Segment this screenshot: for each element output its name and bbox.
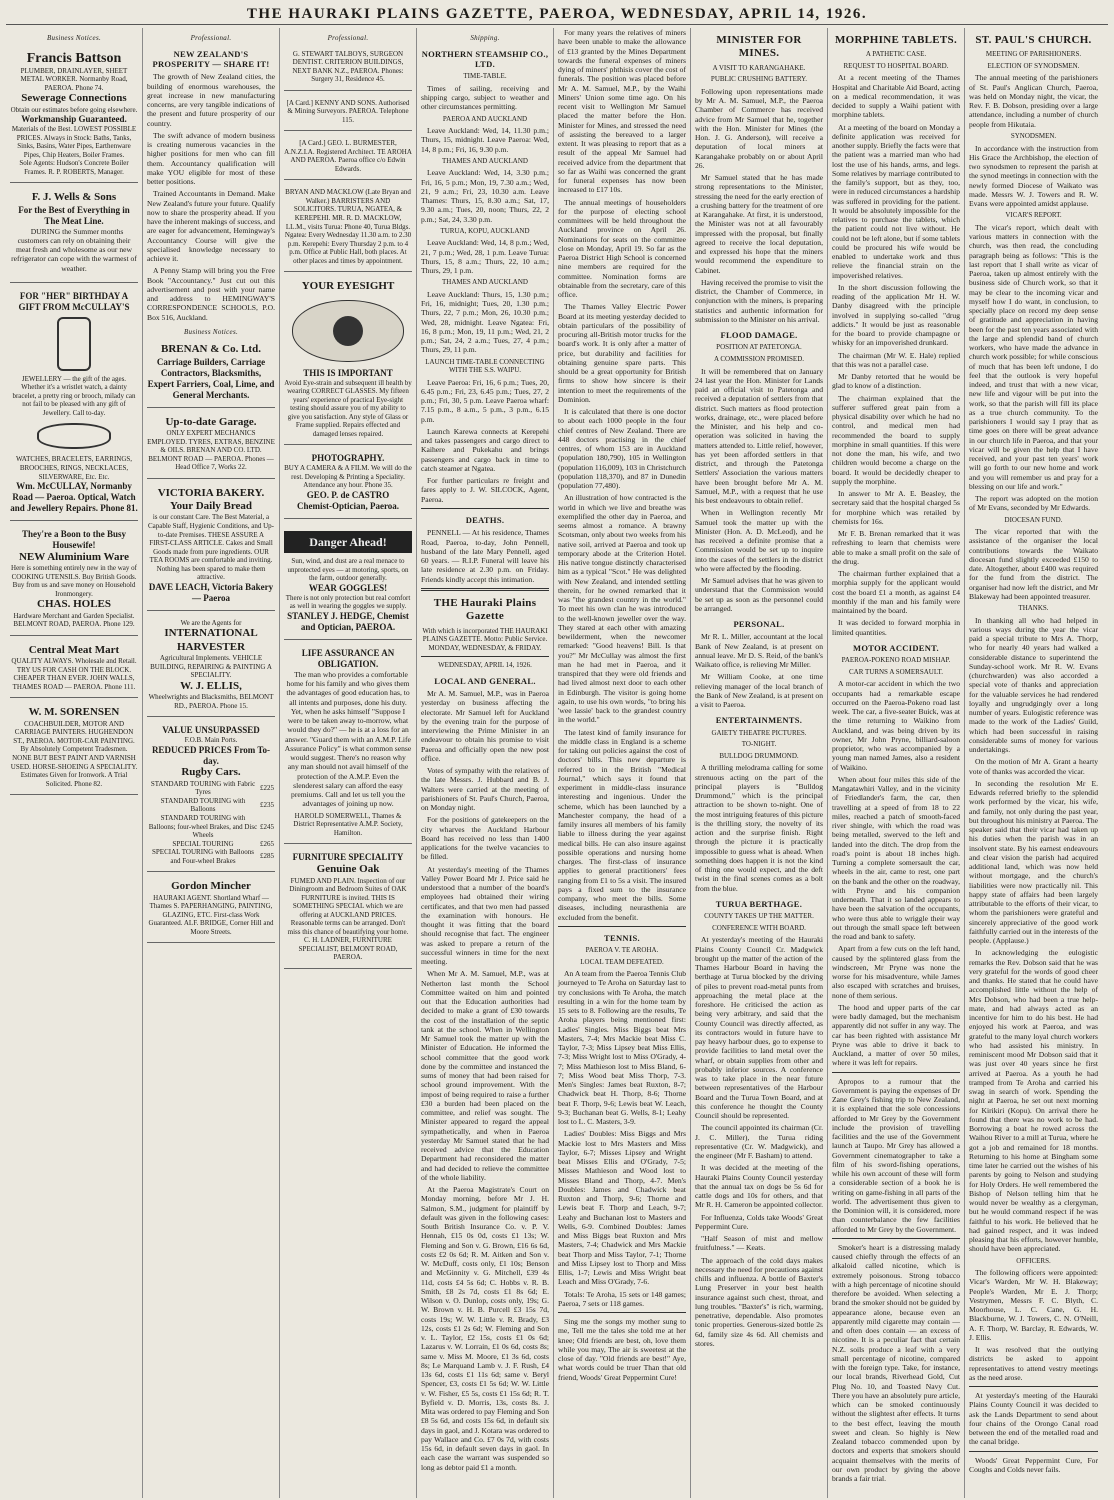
ad-title: GEO. P. de CASTRO — [306, 489, 390, 500]
article-paragraph: When in Wellington recently Mr Samuel took the matter up with the Minister (Hon. A. D. McLeod), and he has received a definite promise that a Commission would be set up to inquire into the cases of the settlers in the district who were affected by the flooding. — [695, 508, 823, 573]
ad-text: Avoid Eye-strain and subsequent ill health by wearing CORRECT GLASSES. My fifteen years' experience of practical Eye-sight testing should assure you of my ability to give you satisfaction. Any style of Glass or Frame supplied. Repairs effected and damaged lenses repaired. — [284, 378, 412, 438]
article-paragraph: Mr Samuel stated that he has made strong representations to the Minister, stressing the need for the early erection of a crushing battery for the treatment of ore at Karangahake. At first, it is understood, the Minister was not at all favourably impressed with the proposal, but finally agreed to receive the local deputation, and expressed his hope that the miners would recommend the expenditure to Cabinet. — [695, 173, 823, 275]
article-paragraph: The chairman (Mr W. E. Hale) replied that this was not a parallel case. — [832, 350, 960, 369]
ad-text: Wheelwrights and Blacksmiths, BELMONT RD., PAEROA. Phone 15. — [148, 692, 274, 710]
article-subheading: VICAR'S REPORT. — [1005, 211, 1062, 220]
article-headline: MINISTER FOR MINES. — [716, 34, 802, 60]
column-7 — [828, 28, 965, 1498]
ad-text: BUY A CAMERA & A FILM. We will do the rest. Developing & Printing a Speciality. Attendance any hour. Phone 35. — [284, 464, 412, 490]
price-label: STANDARD TOURING with Balloons; four-wheel Brakes, and Disc Wheels — [148, 814, 258, 840]
article-headline: MORPHINE TABLETS. — [834, 34, 958, 46]
divider — [421, 656, 549, 657]
article-paragraph: Following upon representations made by Mr A. M. Samuel, M.P., the Paeroa Chamber of Commerce has received advice from Mr Samuel that he, together with the Hon. Minister for Mines (the Hon. J. G. Anderson), will receive a deputation of local miners at Karangahake probably on or about April 26. — [695, 86, 823, 170]
article-paragraph: The annual meetings of householders for the purpose of electing school committees will be held throughout the Auckland province on April 26. Nominations for seats on the committee close on Monday, April 19. So far as the Paeroa District High School is concerned nine members are required for the committee. Nomination forms are obtainable from the secretary, care of this office. — [558, 197, 686, 299]
ad-title: BRENAN & Co. Ltd. — [161, 343, 261, 356]
divider — [969, 1451, 1098, 1452]
article-subheading: A PATHETIC CASE. — [865, 50, 927, 59]
article-subheading: MEETING OF PARISHIONERS. — [985, 50, 1082, 59]
divider — [558, 926, 686, 927]
dateline: WEDNESDAY, APRIL 14, 1926. — [438, 661, 532, 670]
article-subheading: COUNTY TAKES UP THE MATTER. — [704, 912, 814, 921]
price-label: STANDARD TOURING with Balloons — [160, 796, 246, 814]
ad-bryan-macklow — [284, 184, 412, 272]
ad-kenny — [284, 95, 412, 132]
article-paragraph: Launch Karewa connects at Kerepehi and takes passengers and cargo direct to Kaihere and Pukekahu and brings passengers and cargo back in time to catch steamer at Ngatea. — [421, 426, 549, 473]
ad-text: [A Card.] GEO. L. BURMESTER, A.N.Z.I.A. Registered Architect. TE AROHA AND PAEROA. Paeroa office c/o Edwin Edwards. — [284, 139, 412, 173]
column-5 — [554, 28, 691, 1498]
ad-goggles — [284, 523, 412, 640]
article-paragraph: Woods' Great Peppermint Cure, For Coughs and Colds never fails. — [969, 1455, 1098, 1474]
divider — [832, 1238, 960, 1239]
ad-text: WATCHES, BRACELETS, EARRINGS, BROOCHES, RINGS, NECKLACES, SILVERWARE, Etc. Etc. — [15, 455, 133, 481]
article-subheading: DIOCESAN FUND. — [1004, 515, 1063, 524]
article-paragraph: A thrilling melodrama calling for some strenuous acting on the part of the principal players is "Bulldog Drummond," which is the principal attraction to be shown to-night. One of the most intriguing features of this picture is the thrilling story, the novelty of its action and the surprise finish. Right through the picture it is practically impossible to guess what is ahead. When something does happen it is not the kind of thing one would expect, and the deft twist in the final scenes comes as a bolt from the blue. — [695, 763, 823, 893]
ad-text: [A Card.] KENNY AND SONS. Authorised & Mining Surveyors. PAEROA. Telephone 115. — [286, 98, 410, 124]
ad-title: LIFE ASSURANCE AN OBLIGATION. — [301, 647, 395, 669]
ad-title: Danger Ahead! — [284, 531, 412, 554]
article-paragraph: Apropos to a rumour that the Government is paying the expenses of Dr Zane Grey's fishing trip to New Zealand, it is explained that the sole concessions afforded to Mr Grey by the Government include the provision of travelling facilities and the use of the Government launch at Taupo. Mr Grey has allowed a Government cinematographer to take a film of his sword-fishing operations, while his own account of these will form a considerable section of a book he is writing on game-fishing in all parts of the world. The advertisement thus given to the Dominion will, it is considered, more than counterbalance the few facilities afforded to Mr Grey by the Government. — [832, 1076, 960, 1234]
timetable-text: Leave Auckland: Thurs, 15, 1.30 p.m.; Fri, 16, midnight; Tues, 20, 1.30 p.m.; Thurs, 22, 7 p.m.; Mon, 26, 10.30 p.m.; Wed, 28, midnight. Leave Ngatea: Fri, 16, 8 p.m.; Mon, 19, 11 p.m.; Wed, 21, 2 p.m.; Sat, 24, 2 a.m.; Tues, 27, 4 p.m.; Thurs, 29, 11 p.m. — [421, 289, 549, 355]
column-1 — [6, 28, 143, 1498]
ad-title: WEAR GOGGLES! — [308, 582, 388, 593]
divider — [832, 1072, 960, 1073]
price-value: £265 — [260, 839, 274, 848]
article-paragraph: The chairman explained that the sufferer suffered great pain from a physical disability over which he had no control, and medical men had recommended the board to supply morphine in small quantities. If this were not done the man, his wife, and two children would become a charge on the board. It would be decidedly cheaper to supply the morphine. — [832, 393, 960, 486]
section-heading: Business Notices. — [46, 34, 102, 42]
ad-text: F.O.B. Main Ports. — [184, 736, 238, 744]
article-headline: TENNIS. — [604, 932, 640, 943]
article-paragraph: Apart from a few cuts on the left hand, caused by the splintered glass from the windscreen, Mr Pryne was none the worse for his misadventure, while James also escaped with scratches and bruises, none of them serious. — [832, 944, 960, 1000]
article-headline: MOTOR ACCIDENT. — [853, 642, 939, 653]
article-paragraph: It was resolved that the outlying districts be asked to appoint representatives to attend vestry meetings as the need arose. — [969, 1345, 1098, 1382]
article-subheading: BULLDOG DRUMMOND. — [719, 751, 799, 760]
ad-text: We are the Agents for — [180, 618, 242, 627]
article-paragraph: In acknowledging the eulogistic remarks the Rev. Dobson said that he was very grateful for the words of good cheer and thanks. He stated that he could have accomplished little without the help of Mrs Dobson, who had been a true help-mate, and had always acted as an incentive for him to do his best. He had enjoyed his work at Paeroa, and was grateful to the many loyal church workers who had assisted his ministry. In reminiscent mood Mr Dobson said that it was just over 40 years since he first arrived at Paeroa. As a youth he had tramped from Te Aroha and carried his swag in search of work. Spending the night at Paeroa, he set out next morning for Kirikiri (Kopu). On arrival there he found that there was no work to be had. Borrowing a boat he rowed across the Waihou River to a mill at Turua, where he got a job and remained for 18 months. Returning to his home at Bingham some time later he carried out the wishes of his parents by going to Nelson and studying for Holy Orders. He well remembered the Bishop of Nelson telling him that he would never be wealthy as a clergyman, but he would command respect if he was faithful to his work. He believed that he had gained respect, and it was indeed pleasing that his efforts, however humble, should have been appreciated. — [969, 948, 1098, 1254]
ad-title: VICTORIA BAKERY. — [157, 486, 265, 499]
eye-illustration — [292, 300, 404, 362]
ad-text: Materials of the Best. LOWEST POSSIBLE PRICES. Always in Stock: Baths, Tanks, Sinks, Basins, Water Pipes, Earthenware Pipes, Chip Heaters, Boiler Frames. — [11, 125, 137, 159]
masthead: THE HAURAKI PLAINS GAZETTE, PAEROA, WEDNESDAY, APRIL 14, 1926. — [6, 4, 1108, 25]
price-row — [147, 780, 275, 797]
advert-verse: Sing me the songs my mother sung to me, Tell me the tales she told me at her knee; Old friends are best, oh, love them while you may, The air is sweetest at the close of day. "Old friends are best!" Aye, what words could be truer Than that old friend, Woods' Great Peppermint Cure! — [558, 1317, 686, 1382]
article-paragraph: In answer to Mr A. E. Beasley, the secretary said that the hospital charged 5s for morphine which was retailed by chemists for 16s. — [832, 489, 960, 526]
ad-text: JEWELLERY — the gift of the ages. Whether it's a wristlet watch, a dainty bracelet, a pretty ring or brooch, milady can not fail to be pleased with any gift of Jewellery. Call to-day. — [12, 374, 136, 417]
ad-talboys — [284, 46, 412, 91]
ad-text: Here is something entirely new in the way of COOKING UTENSILS. Buy British Goods. Buy from us and save money on Household Ironmongery. — [11, 564, 137, 598]
ad-title: Genuine Oak — [316, 863, 380, 876]
timetable-text: Leave Paeroa: Fri, 16, 6 p.m.; Tues, 20, 6.45 p.m.; Fri, 23, 6.45 p.m.; Tues, 27, 2 p.m.; Fri, 30, 5 p.m. Leave Paeroa wharf: 7.15 p.m., 8 a.m., 5 p.m., 3 p.m., 6.15 p.m. — [421, 377, 549, 424]
article-paragraph: Votes of sympathy with the relatives of the late Messrs. J. Hubbard and B. J. Walters were carried at the meeting of parishioners of St. Paul's Church, Paeroa, on Monday night. — [421, 766, 549, 813]
ad-text: Carriage Builders, Carriage Contractors, Blacksmiths, Expert Farriers, Coal, Lime, and General Merchants. — [147, 356, 275, 400]
ad-text: is our constant Care. The Best Material, a Capable Staff, Hygienic Conditions, and Up-to-date Premises. THESE ASSURE A FIRST-CLASS ARTICLE. Cakes and Small Goods made from pure ingredients. OUR TEA ROOMS are comfortable and inviting. Nothing has been spared to make them attractive. — [147, 513, 275, 582]
ad-text: The man who provides a comfortable home for his family and who gives them the advantages of good education has, to all intents and purposes, done his duty. Yet, when he asks himself "Suppose I were to be taken away to-morrow, what would they do?" — he is at a loss for an answer. "Guard them with an A.M.P. Life Assurance Policy" is what common sense would suggest. There's no reason why any man should not avail himself of the protection of the A.M.P. Even the slenderest salary can afford the easy premiums. Call and let us tell you the advantages of joining up now. — [284, 669, 412, 809]
route-heading: THAMES AND AUCKLAND — [442, 278, 528, 287]
article-headline: ENTERTAINMENTS. — [715, 715, 803, 726]
article-paragraph: PENNELL — At his residence, Thames Road, Paeroa, to-day, John Pennell, husband of the late Mary Pennell, aged 60 years. — R.I.P. Funeral will leave his late residence at 2.30 p.m. on Friday. Friends kindly accept this intimation. — [421, 528, 549, 584]
article-paragraph: The chairman further explained that a morphia supply for the applicant would cost the board £1 a month, as against £4 monthly if the man and his family were maintained by the board. — [832, 569, 960, 616]
ad-meat-mart — [10, 640, 138, 699]
ad-text: FUMED AND PLAIN. Inspection of our Diningroom and Bedroom Suites of OAK FURNITURE is invited. THIS IS SOMETHING SPECIAL which we are offering at AUCKLAND PRICES. Reasonable terms can be arranged. Don't miss this chance of beautifying your home. — [287, 876, 409, 936]
article-subheading: OFFICERS. — [1016, 1256, 1051, 1265]
article-paragraph: The hood and upper parts of the car were badly damaged, but the mechanism apparently did not suffer in any way. The car has been righted with assistance Mr Pryne was able to drive it back to Auckland, a matter of over 50 miles, where it was left for repairs. — [832, 1002, 960, 1068]
ad-text: C. H. LADNER, FURNITURE SPECIALIST, BELMONT ROAD, PAEROA. — [298, 936, 398, 962]
ad-photography — [284, 449, 412, 519]
section-heading: Business Notices. — [183, 327, 239, 336]
article-paragraph: The report was adopted on the motion of Mr Evans, seconded by Mr Edwards. — [969, 494, 1098, 513]
article-paragraph: Mr A. M. Samuel, M.P., was in Paeroa yesterday on business affecting the electorate. Mr Samuel left for Auckland by the evening train for the purpose of interviewing the Prime Minister in an endeavour to obtain his promise to visit Paeroa and officially open the new post office. — [421, 689, 549, 763]
column-2 — [143, 28, 280, 1498]
ad-text: Chemist-Optician, Paeroa. — [296, 500, 400, 511]
ad-text: QUALITY ALWAYS. Wholesale and Retail. TRY US FOR CASH ON THE BLOCK. CHEAPER THAN EVER. JOHN WALLS, THAMES ROAD — PAEROA. Phone 111. — [11, 657, 137, 691]
ad-text: Hardware Merchant and Garden Specialist. BELMONT ROAD, PAEROA. Phone 129. — [13, 611, 135, 629]
article-paragraph: The approach of the cold days makes necessary the need for precautions against chills and influenza. A bottle of Baxter's Lung Preserver in your best health insurance against such chest, throat, and lung troubles. "Baxter's" is rich, warming, penetrative, dependable. Also promotes tonic properties. Generous-sized bottle 2s 6d, family size 4s 6d. All chemists and stores. — [695, 1255, 823, 1348]
article-paragraph: Mr F. B. Brenan remarked that it was refreshing to learn that chemists were able to make a small profit on the sale of the drug. — [832, 529, 960, 566]
route-heading: LAUNCH TIME-TABLE CONNECTING WITH THE S.S. WAIPU. — [425, 357, 545, 375]
divider — [421, 588, 549, 591]
price-value: £285 — [260, 852, 274, 861]
ad-furniture — [284, 848, 412, 969]
price-label: SPECIAL TOURING — [172, 839, 234, 848]
article-paragraph: In the short discussion following the reading of the application Mr H. W. Danby disagreed with the principle involved in supplying so-called "drug addicts." It would be just as reasonable for the board to provide champagne or whisky for an impoverished drunkard. — [832, 282, 960, 348]
newspaper-nameplate: THE Hauraki Plains Gazette — [433, 596, 537, 623]
article-paragraph: Mr Samuel advises that he was given to understand that the Commission would be set up as soon as the personnel could be arranged. — [695, 576, 823, 613]
ad-sorensen — [10, 702, 138, 795]
article-paragraph: Times of sailing, receiving and shipping cargo, subject to weather and other circumstances permitting. — [421, 83, 549, 112]
article-paragraph: At yesterday's meeting of the Thames Valley Power Board Mr J. Price said he understood that a number of the board's employees had obtained their wiring certificates, and that two men had passed the examination with honours. He thought it was fitting that the board should recognise that fact. The engineer was asked to prepare a return of the successful winners in time for the next meeting. — [421, 864, 549, 967]
article-paragraph: In thanking all who had helped in various ways during the year the vicar paid a special tribute to Mrs A. Thorp, who for nearly 40 years had walked a considerable distance to superintend the Sunday-school work. Mr R. W. Evans (churchwarden) was also accorded a special vote of thanks and appreciation for the valuable services he had rendered loyally and ungrudgingly over a long number of years. Eulogistic reference was made to the work of the Ladies' Guild, which had been successful in raising considerable sums of money for various undertakings. — [969, 615, 1098, 755]
ad-title: NEW Aluminium Ware — [18, 550, 130, 563]
ad-title: Your Daily Bread — [169, 500, 253, 513]
article-subheading: A VISIT TO KARANGAHAKE. — [712, 63, 806, 72]
article-paragraph: The vicar reported that with the assistance of the organiser the local contributions towards the Waikato diocesan fund slightly exceeded £150 to date. Altogether, about £400 was required for the fund from the district. The organiser had now left the district, and Mr Blakeway had been appointed treasurer. — [969, 527, 1098, 601]
article-paragraph: At the Paeroa Magistrate's Court on Monday morning, before Mr J. H. Salmon, S.M., judgment for plaintiff by default was given in the following cases: South British Insurance Co. v. P. V. Hennah, £15 0s 0d, costs £1 13s; W. Fleming and Son v. G. Brown, £16 6s 6d, costs £2 0s 6d; R. M. Aitken and Son v. W. McDuff, costs only, £1 10s; Benson and McGinnity v. G. Mitchell, £39 4s 11d, costs £4 5s 6d; C. Hobbs v. R. B. Smith, £8 2s 7d, costs £1 8s 6d; E. Wilson v. O. Dunlop, costs only, 19s; G. W. Brown v. H. B. Purcell £3 15s 7d, costs 19s; W. W. Little v. R. Brady, £3 12s, costs £1 2s 6d; W. Fleming and Son v. L. Taylor, £2 15s, costs £1 0s 6d; Lazarus v. W. Lorrain, £1 0s 6d, costs 8s; same v. Miss M. Moore, £1 3s 6d, costs 8s; Le Marquand Lamb v. J. F. Rush, £4 13s 6d, costs £1 11s 6d; same v. Beryl Spencer, £3, costs £1 5s 6d; W. W. Little v. W. Fisher, £5 5s, costs £1 15s 6d; R. T. Byfield v. D. Morris, 13s, costs 8s. J. Mita was ordered to pay Fleming and Son £8 5s 6d, and costs 15s 6d, in default six days in gaol, and J. Kotara was ordered to pay Wallace and Co. £7 0s 7d, with costs 15s 6d, in default seven days in gaol. In each case the warrant was suspended so long as debtor paid £1 a month. — [421, 1185, 549, 1472]
route-heading: PAEROA AND AUCKLAND — [442, 114, 528, 123]
article-paragraph: The latest kind of family insurance for the middle class in England is a scheme for taking out policies against the cost of doctors' bills. This new departure is referred to in the British "Medical Journal," which says it found that experiment in middle-class insurance interesting and ingenious. Under the scheme, which has been launched by a Manchester company, the head of a family insures all members of his family liable to illness during the year against medical bills. He can also insure against possible operations and nursing home charges. The first-class of insurance applies to general practitioners' fees ranging from £1 to 5s a visit. The insured pays a fixed sum to the insurance company, who meet the bills. Some diseases, including neurasthenia are excluded from the benefit. — [558, 727, 686, 922]
ad-wells — [10, 187, 138, 283]
wristwatch-illustration — [57, 317, 91, 371]
article-paragraph: For the positions of gatekeepers on the city wharves the Auckland Harbour Board has received no less than 1400 applications for the twelve vacancies to be filled. — [421, 815, 549, 862]
column-8 — [965, 28, 1102, 1498]
article-headline: LOCAL AND GENERAL. — [434, 675, 536, 686]
route-heading: TURUA, KOPU, AUCKLAND — [440, 226, 530, 235]
article-subheading: PAEROA V. TE AROHA. — [585, 946, 659, 955]
article-paragraph: An A team from the Paeroa Tennis Club journeyed to Te Aroha on Saturday last to try conclusions with Te Aroha, the match resulting in a win for the home team by 15 sets to 8. Following are the results, Te Aroha players being mentioned first: Ladies' Singles. Miss Biggs beat Mrs Masters, 7-4; Mrs Mackie beat Miss C. Taylor, 7-3; Miss Lipsey beat Miss Ellis, 7-3; Miss Wright lost to Miss O'Grady, 4-7; Miss Mathieson lost to Miss Bland, 6-7; Miss Wood beat Miss Thorp, 7-3. Men's Singles: James beat Ruxton, 8-7; Chadwick beat H. Thorp, 8-6; Thorne beat F. Thorp, 9-6; Lewis beat W. Leach, 9-3; Buchanan beat G. Wells, 8-1; Leahy lost to L. C. Masters, 3-9. — [558, 969, 686, 1127]
divider — [421, 508, 549, 509]
article-subheading: GAIETY THEATRE PICTURES. — [711, 728, 807, 737]
route-heading: THAMES AND AUCKLAND — [442, 156, 528, 165]
article-paragraph: Smoker's heart is a distressing malady caused chiefly through the effects of an alkaloid called nicotine, which is extremely poisonous. Strong tobacco with a high percentage of nicotine should therefore be avoided. When selecting a brand the smoker should not be guided by appearance alone, because even an apparently mild cigarette may contain — and often does contain — an excess of nicotine. It is a peculiar fact that certain N.Z. soils produce a leaf with a very small percentage of nicotine, compared with the foreign type. Take, for instance, our local brands, Riverhead Gold, Cut Plug No. 10, and Toasted Navy Cut. There you have an absolutely pure article, which can be smoked continuously without the slightest after effects. It turns to the best effect, leaving the mouth sweet and clean. So highly is New Zealand tobacco commended upon by doctors and experts that smokers should acquaint themselves with the merits of our own product by giving the above brands a fair trial. — [832, 1242, 960, 1484]
article-paragraph: An illustration of how contracted is the world in which we live and breathe was exemplified the other day in Paeroa, and seems almost a romance. A brawny Scotsman, only about two weeks from his native soil, arrived at Paeroa and took up temporary abode at the Criterion Hotel. His native tongue distinctly characterised him as a typical "Scot." He was delighted with New Zealand, and intended settling therein, for he owned remarked that it was "the grandest country in the world." To meet his own clan he was introduced to the well-known jeweller over the way. They stared at each other with amazing bewilderment, when the newcomer remarked: "Good heavens! Bill. Is that you?" Mr McCullay was almost the first man he had met in Paeroa, and it transpired that they were old friends and had lived almost next door to each other in Edinburgh. The visitor is going home again, to use his own words, "to bring his 'wee lassie' back to the grandest country in the world." — [558, 493, 686, 725]
article-paragraph: "Half Season of mist and mellow fruitfulness." — Keats. — [695, 1234, 823, 1253]
price-value: £245 — [260, 822, 274, 831]
price-list — [147, 780, 275, 865]
article-paragraph: In accordance with the instruction from His Grace the Archbishop, the election of two synodsmen to represent the parish at the synod meetings in connection with the newly formed Diocese of Waikato was made. Messrs W. J. Towers and R. W. Evans were appointed amidst applause. — [969, 143, 1098, 208]
article-subheading: TIME-TABLE. — [463, 72, 507, 81]
ad-title: Central Meat Mart — [28, 643, 120, 656]
article-paragraph: When Mr A. M. Samuel, M.P., was at Netherton last month the School Committee waited on him and pointed out that the Education authorities had decided to make a grant of £30 towards the cost of the installation of the septic tank at the school. When in Wellington Mr Samuel took the matter up with the Minister of Education. He informed the school committee that the good work done by the committee and instanced the sums of money that had been raised for school ground improvement. With the impost of being required to raise a further £30 a burden had been placed on the committee, and relief was sought. The Minister appeared to regard the appeal sympathetically, and when in Paeroa yesterday Mr Samuel stated that he had received advice that the Education Department had reconsidered the matter and had decided to relieve the committee of the whole liability. — [421, 969, 549, 1182]
price-row — [147, 840, 275, 849]
article-subheading: SYNODSMEN. — [1010, 131, 1057, 140]
ad-title: VALUE UNSURPASSED — [162, 725, 260, 736]
section-heading: Professional. — [190, 34, 232, 42]
article-paragraph: For further particulars re freight and fares apply to J. W. SILCOCK, Agent, Paeroa. — [421, 476, 549, 504]
article-subheading: ELECTION OF SYNODSMEN. — [987, 61, 1080, 70]
article-subheading: POSITION AT PATETONGA. — [716, 343, 802, 352]
article-subheading: CONFERENCE WITH BOARD. — [712, 923, 806, 932]
price-row — [147, 848, 275, 865]
ad-text: DURING the Summer months customers can rely on obtaining their meat fresh and wholesome as our new refrigerator can cope with the warmest of weather. — [11, 226, 137, 273]
timetable-text: Leave Auckland: Wed, 14, 11.30 p.m.; Thurs, 15, midnight. Leave Paeroa: Wed, 14, 8 p.m.; Fri, 16, 9.30 p.m. — [421, 126, 549, 154]
ad-title: W. M. SORENSEN — [28, 706, 120, 719]
price-row — [147, 797, 275, 814]
article-subheading: LOCAL TEAM DEFEATED. — [580, 957, 664, 966]
article-paragraph: The council appointed its chairman (Cr. J. C. Miller), the Turua riding representative (Cr. W. Madgwick), and the engineer (Mr F. Basham) to attend. — [695, 1123, 823, 1161]
article-paragraph: The swift advance of modern business is creating numerous vacancies in the higher positions for men who can fill them. Accountancy qualification will make YOU eligible for most of these better positions. — [147, 130, 275, 186]
article-paragraph: It will be remembered that on January 24 last year the Hon. Minister for Lands paid an official visit to Patetonga and received a deputation of settlers from that district. Such matters as flood protection works, drainage, etc., were placed before the Minister, and his help and co-operation was solicited in having the matters attended to. Little relief, however, has yet been afforded settlers in that district, and through the Patetonga Settlers' Association the various matters have been brought before Mr A. M. Samuel, M.P., with a request that he use his best endeavours to obtain relief. — [695, 366, 823, 506]
price-value: £225 — [260, 784, 274, 793]
ad-garage — [147, 412, 275, 479]
article-paragraph: On the motion of Mr A. Grant a hearty vote of thanks was accorded the vicar. — [969, 757, 1098, 776]
article-paragraph: At a meeting of the board on Monday a definite application was received for another supply. Briefly the facts were that the patient was a married man who had lost the use of his hands, arms, and legs. Some relatives by marriage contributed to the family's support, but as they, too, were in reduced circumstances a hardship was suffered in providing for the patient. It would be absolutely impossible for the relatives to purchase the tablets, which the patient could not live without. He could not be left alone, but if some tablets could be procured his wife would be enabled to undertake work and thus relieve the financial strain on the impoverished relatives. — [832, 122, 960, 280]
article-subheading: THANKS. — [1018, 604, 1049, 613]
price-label: STANDARD TOURING with Fabric Tyres — [150, 779, 256, 797]
price-value: £235 — [260, 801, 274, 810]
article-paragraph: Mr William Cooke, at one time relieving manager of the local branch of the Bank of New Zealand, is at present on a visit to Paeroa. — [695, 672, 823, 710]
article-subheading: TO-NIGHT. — [741, 740, 777, 749]
price-row — [147, 814, 275, 840]
article-headline: NORTHERN STEAMSHIP CO., LTD. — [421, 48, 549, 69]
ad-text: BRYAN AND MACKLOW (Late Bryan and Walker.) BARRISTERS AND SOLICITORS. TURUA, NGATEA, & KEREPEHI. MR. R. D. MACKLOW, LL.M., visits Turua: Phone 40, Turua Bldgs. Ngatea: Every Wednesday 11.30 a.m. to 2.30 p.m. Kerepehi: Every Thursday 2 p.m. to 4 p.m. Office at Public Hall, both places. At other places and times by appointment. — [284, 188, 412, 265]
article-subheading: PAEROA-POKENO ROAD MISHAP. — [841, 656, 951, 665]
article-subheading: REQUEST TO HOSPITAL BOARD. — [843, 61, 949, 70]
article-paragraph: At a recent meeting of the Thames Hospital and Charitable Aid Board, acting on a medical recommendation, it was decided to supply a Waihi patient with morphine tablets. — [832, 73, 960, 120]
ad-text: DAVE LEACH, Victoria Bakery — Paeroa — [148, 581, 274, 603]
ad-title: PHOTOGRAPHY. — [311, 453, 385, 464]
article-paragraph: When about four miles this side of the Mangatawhiri Valley, and in the vicinity of Friedlander's farm, the car, then travelling at a speed of from 18 to 22 miles, reached a patch of smooth-faced river shingle, with which the road was being metalled, swerved to the left and landed into the ditch. The drop from the road's point is about 18 inches high. Turning a complete somersault the car, wheels in the air, came to rest, one part on the bank and the other on the roadway, with Pryne and his companion underneath. That it so landed appears to have been the salvation of the occupants, who were thus able to wriggle their way out through the small space left between the road and bank to safety. — [832, 774, 960, 942]
article-paragraph: The annual meeting of the parishioners of St. Paul's Anglican Church, Paeroa, was held on Monday night, the vicar, the Rev. F. B. Dobson, presiding over a large attendance, including a number of church people from Hikutaia. — [969, 73, 1098, 129]
article-paragraph: The following officers were appointed: Vicar's Warden, Mr W. H. Blakeway; People's Warden, Mr E. J. Thorp; Vestrymen, Messrs F. C. Blyth, C. Moorhouse, L. C. Cane, G. H. Blackburne, W. J. Towers, C. N. O'Neill, A. F. Thorp, W. Barclay, R. Edwards, W. J. Ellis. — [969, 1268, 1098, 1342]
ad-mincher — [147, 876, 275, 943]
ad-text: Sun, wind, and dust are a real menace to unprotected eyes — at motoring, sports, on the farm, outdoor generally. — [287, 557, 409, 583]
price-label: SPECIAL TOURING with Balloons and Four-wheel Brakes — [152, 848, 254, 865]
eye-iris — [333, 316, 363, 346]
ad-text: STANLEY J. HEDGE, Chemist and Optician, PAEROA. — [287, 611, 409, 632]
article-subheading: A COMMISSION PROMISED. — [713, 355, 805, 364]
ad-title: Sewerage Connections — [21, 92, 127, 105]
article-paragraph: At yesterday's meeting of the Hauraki Plains County Council Cr. Madgwick brought up the matter of the action of the Thames Harbour Board in having the berthage at Turua blocked by the driving of piles to prevent road-metal punts from approaching the metal place at the foreshore. He criticised the action as being very arbitrary, and said that the County Council was directly affected, as its contractors would in future have to pay heavy harbour dues, go to expense to provide facilities to land metal over the wharf, or obtain supplies from other and probably inferior sources. A conference was to take place in the near future between representatives of the Harbour Board and the Turua Town Board, and at this conference he thought the County Council should be represented. — [695, 935, 823, 1121]
ad-title: W. J. ELLIS, — [180, 679, 242, 692]
ad-battson — [10, 46, 138, 184]
article-paragraph: Ladies' Doubles: Miss Biggs and Mrs Mackie lost to Mrs Masters and Miss Taylor, 6-7; Misses Lipsey and Wright beat Misses Ellis and O'Grady, 7-5; Misses Mathieson and Wood lost to Misses Bland and Thorp, 4-7. Men's Doubles: James and Chadwick beat Ruxton and Thorp, 9-6; Thorne and Lewis beat F. Thorp and Leach, 9-7; Leahy and Buchanan lost to Masters and Wells, 6-9. Combined Doubles: James and Miss Biggs beat Ruxton and Mrs Masters, 7-4; Chadwick and Mrs Mackie beat Thorp and Miss Taylor, 7-1; Thorne and Miss Lipsey lost to Thorp and Miss Ellis, 1-7; Lewis and Miss Wright beat Leach and Miss O'Grady, 7-6. — [558, 1129, 686, 1287]
article-paragraph: It was decided to forward morphia in limited quantities. — [832, 618, 960, 637]
ad-title: YOUR EYESIGHT — [301, 280, 395, 293]
article-paragraph: Mr R. L. Miller, accountant at the local Bank of New Zealand, is at present on annual leave. Mr D. S. Reid, of the bank's Waikato office, is relieving Mr Miller. — [695, 632, 823, 670]
timetable-text: Leave Auckland: Wed, 14, 3.30 p.m.; Fri, 16, 5 p.m.; Mon, 19, 7.30 a.m.; Wed, 21, 9 a.m.; Fri, 23, 10.30 a.m. Leave Thames: Thurs, 15, 8.30 a.m.; Sat, 17, 9.30 a.m.; Tues, 20, noon; Thurs, 22, 2 p.m.; Sat, 24, 3.30 p.m. — [421, 168, 549, 224]
ad-text: ONLY EXPERT MECHANICS EMPLOYED. TYRES, EXTRAS, BENZINE & OILS. BRENAN AND CO. LTD. BELMONT ROAD — PAEROA. Phones — Head Office 7, Works 22. — [147, 428, 275, 472]
ad-life-assurance — [284, 644, 412, 844]
ad-title: REDUCED PRICES From To-day. — [151, 744, 271, 766]
ad-title: CHAS. HOLES — [37, 598, 111, 611]
columns — [6, 28, 1108, 1498]
article-paragraph: It is calculated that there is one doctor to about each 1000 people in the four chief centres of New Zealand. There are 448 doctors practising in the chief centres, of whom 153 are in Auckland (population 180,790), 105 in Wellington (population 116,009), 103 in Christchurch (population 118,370), and 87 in Dunedin (population 77,480). — [558, 407, 686, 490]
ad-text: Agricultural Implements. VEHICLE BUILDING, REPAIRING & PAINTING A SPECIALITY. — [150, 653, 272, 680]
ad-text: For the Best of Everything in The Meat Line. — [18, 204, 130, 226]
article-headline: DEATHS. — [465, 514, 505, 525]
article-headline: TURUA BERTHAGE. — [715, 898, 803, 909]
article-paragraph: A motor-car accident in which the two occupants had a remarkable escape occurred on the Paeroa-Pokeno road last week. The car, a five-seater Buick, was at the time returning to Waikino from Auckland, and was being driven by its owner, Mr John Pryne, billiard-saloon proprietor, who was accompanied by a young man named James, also a resident of Waikino. — [832, 679, 960, 772]
article-headline: PERSONAL. — [733, 619, 785, 630]
article-paragraph: The growth of New Zealand cities, the building of enormous warehouses, the great increase in new manufacturing concerns, are very tangible indications of the present and future prosperity of our country. — [147, 72, 275, 128]
article-paragraph: The vicar's report, which dealt with various matters in connection with the church, was then read, the concluding paragraph being as follows: "This is the last report that I shall write as vicar of Paeroa, taken up almost entirely with the business side of Church work, so that it may be clear to the incoming vicar and myself how I do want, in conclusion, to specially place on record my deep sense of gratitude and appreciation in having been for the past ten years associated with the large and splendid band of church workers, who have made the advance in church work possible; for while conscious of much that has been left undone, I do feel that the outlook is very hopeful indeed, and trust that with a new vicar, new life and vigour will be put into the work, so that the parish will fill its place as a true church community. To the parishioners I would say I pray that as time goes on there will be great advance in our church life in Paeroa, and that your vicar will be given the help that I have received, and your past ten years' work will go forth to our new home and work and you will remember us and pray for a blessing on our life and work." — [969, 222, 1098, 491]
ad-title: Gordon Mincher — [171, 880, 251, 893]
ad-title: INTERNATIONAL HARVESTER — [164, 627, 258, 653]
ad-text: There is not only protection but real comfort as well in wearing the goggles we supply. — [285, 593, 411, 611]
ad-text: G. STEWART TALBOYS, SURGEON DENTIST. CRITERION BUILDINGS, NEXT BANK N.Z., PAEROA. Phones: Surgery 31, Residence 45. — [292, 49, 404, 84]
ad-title: Up-to-date Garage. — [165, 415, 257, 428]
divider — [969, 1386, 1098, 1387]
article-paragraph: A Penny Stamp will bring you the Free Book "Accountancy." Just cut out this advertisement and post with your name and address to HEMINGWAY'S CORRESPONDENCE SCHOOLS, P.O. Box 516, Auckland. — [147, 266, 275, 322]
ad-title: Francis Battson — [26, 50, 122, 66]
article-subheading: CAR TURNS A SOMERSAULT. — [848, 667, 943, 676]
article-paragraph: For Influenza, Colds take Woods' Great Peppermint Cure. — [695, 1212, 823, 1231]
article-paragraph: Having received the promise to visit the district, the Chamber of Commerce, in conjunction with the miners, is preparing statistics and authentic information for submission to the Minister on his arrival. — [695, 277, 823, 324]
article-headline: FLOOD DAMAGE. — [720, 330, 798, 341]
ad-text: HAURAKI AGENT. Shortland Wharf — Thames S. PAPERHANGING, PAINTING, GLAZING, ETC. First-class Work Guaranteed. ALF. BRIDGE, Corner Hill and Moore Streets. — [148, 893, 274, 936]
ad-mccullay — [10, 287, 138, 521]
ad-eyesight — [284, 276, 412, 445]
article-paragraph: In seconding the resolution Mr E. Edwards referred briefly to the splendid work performed by the vicar, his wife, and family, not only during the past year, but throughout his ministry at Paeroa. The speaker said that their vicar had taken up his duties when the parish was in an insolvent state. By his earnest endeavours and clear vision the parish had acquired additional land, which was now held without mortgage, and the church's liabilities were now practically nil. This happy state of affairs had been largely attributable to the efforts of their vicar, to whom the parishioners were grateful and sincerely appreciative of the good work faithfully carried out in the interests of the people. (Applause.) — [969, 778, 1098, 946]
ad-rugby-cars — [147, 721, 275, 872]
ad-brenan — [147, 339, 275, 407]
nameplate-details: With which is incorporated THE HAURAKI PLAINS GAZETTE. Motto: Public Service. MONDAY, WEDNESDAY, & FRIDAY. — [422, 626, 548, 652]
ad-aluminium — [10, 525, 138, 636]
column-4 — [417, 28, 554, 1498]
timetable-text: Leave Auckland: Wed, 14, 8 p.m.; Wed, 21, 7 p.m.; Wed, 28, 1 p.m. Leave Turua: Thurs, 15, 8 a.m.; Thurs, 22, 10 a.m.; Thurs, 29, 1 p.m. — [421, 238, 549, 276]
section-heading: Professional. — [327, 34, 369, 42]
article-paragraph: Trained Accountants in Demand. Make New Zealand's future your future. Qualify now to share the prosperity ahead. If you have the inherent makings of success, and are eager for advancement, Hemingway's Accountancy Course will give the specialised knowledge necessary to achieve it. — [147, 189, 275, 263]
ad-harvester — [147, 615, 275, 717]
section-heading: Shipping. — [470, 34, 500, 42]
ad-text: Sole Agents: Hudson's Concrete Boiler Frames. R. P. ROBERTS, Manager. — [19, 159, 129, 176]
article-paragraph: For many years the relatives of miners have been unable to make the allowance of £13 granted by the Mines Department towards the funeral expenses of miners dying of miners' phthisis cover the cost of funerals. The position was placed before Mr A. M. Samuel, M.P., by the Waihi Miners' Union some time ago. On his recent visit to Wellington Mr Samuel placed the matter before the Hon. Minister for Mines, and stressed the need of assisting the bereaved to a larger extent. It was pleasing to report that as a result of the appeal Mr Samuel had received advice from the department that so far as Waihi was concerned the grant for funeral expenses has now been increased to £17 10s. — [558, 28, 686, 195]
column-3 — [280, 28, 417, 1498]
column-6 — [691, 28, 828, 1498]
divider — [558, 1312, 686, 1313]
ad-title: FURNITURE SPECIALITY — [292, 852, 404, 863]
article-paragraph: At yesterday's meeting of the Hauraki Plains County Council it was decided to ask the Lands Department to send about four chains of the Orongo Canal road between the end of the metalled road and the canal bridge. — [969, 1391, 1098, 1447]
ad-text: COACHBUILDER, MOTOR AND CARRIAGE PAINTERS. HUGHENDON ST., PAEROA. MOTOR-CAR PAINTING. By Absolutely Competent Tradesmen. NONE BUT BEST PAINT AND VARNISH USED. HORSE-SHOEING A SPECIALITY. Estimates Given for Ironwork. A Trial Solicited. Phone 82. — [10, 719, 138, 788]
article-paragraph: The Thames Valley Electric Power Board at its meeting yesterday decided to obtain particulars of the possibility of procuring all-British motor trucks for the board's work. It is only after a matter of price, but durability and facilities for obtaining genuine spare parts. This should be a great opportunity for British firms to show how sincere is their intention to meet the requirements of the Dominion. — [558, 302, 686, 404]
ad-text: Wm. McCULLAY, Normanby Road — Paeroa. Optical, Watch and Jewellery Repairs. Phone 81. — [10, 481, 138, 514]
ad-burmester — [284, 135, 412, 180]
ad-text: HAROLD SOMERWELL, Thames & District Representative A.M.P. Society, Hamilton. — [293, 811, 403, 837]
ad-text: Obtain our estimates before going elsewhere. — [10, 105, 138, 114]
bracelet-illustration — [37, 423, 111, 449]
article-headline: NEW ZEALAND'S PROSPERITY — SHARE IT! — [152, 48, 270, 69]
article-paragraph: Totals: Te Aroha, 15 sets or 148 games; Paeroa, 7 sets or 118 games. — [558, 1289, 686, 1308]
ad-title: THIS IS IMPORTANT — [303, 367, 393, 378]
article-paragraph: It was decided at the meeting of the Hauraki Plains County Council yesterday that the annual tax on dogs be 5s 6d for cattle dogs and 10s for others, and that Mr R. H. Cameron be appointed collector. — [695, 1163, 824, 1210]
ad-victoria-bakery — [147, 483, 275, 611]
ad-title: F. J. Wells & Sons — [31, 191, 117, 204]
ad-title: They're a Boon to the Busy Housewife! — [21, 528, 127, 550]
ad-title: Rugby Cars. — [181, 766, 241, 779]
ad-title: FOR "HER" BIRTHDAY A GIFT FROM McCULLAY'S — [18, 290, 130, 312]
article-paragraph: Mr Danby retorted that he would be glad to know of a distinction. — [832, 372, 960, 391]
ad-text: PLUMBER, DRAINLAYER, SHEET METAL WORKER. Normanby Road, PAEROA. Phone 74. — [20, 66, 128, 92]
article-headline: ST. PAUL'S CHURCH. — [975, 34, 1092, 46]
article-subheading: PUBLIC CRUSHING BATTERY. — [710, 75, 808, 84]
ad-title: Workmanship Guaranteed. — [21, 114, 127, 125]
